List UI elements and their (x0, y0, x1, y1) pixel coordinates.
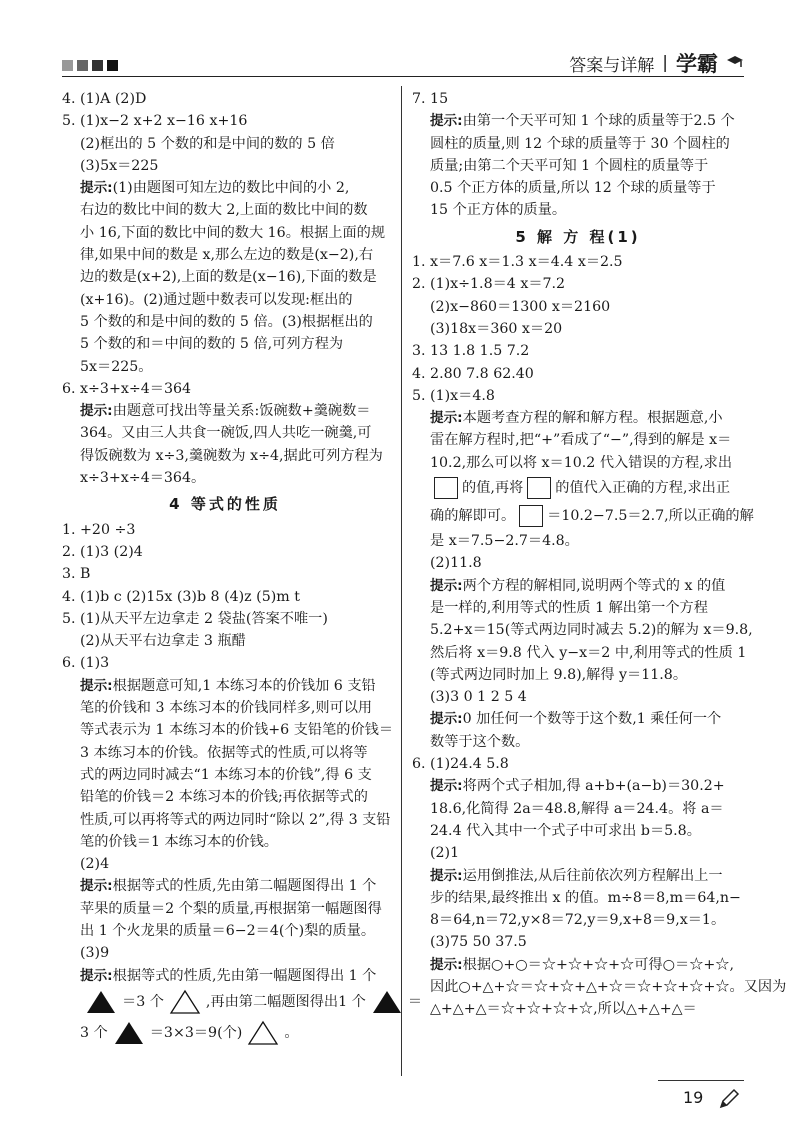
hint-line: 得饭碗数为 x÷3,羹碗数为 x÷4,据此可列方程为 (80, 447, 383, 464)
hint-text: 的值,再将 (462, 480, 524, 497)
hint-line: 质量;由第二个天平可知 1 个圆柱的质量等于 (430, 157, 709, 174)
answer-line: 5. (1)x＝4.8 (412, 387, 495, 404)
graduation-cap-icon (726, 54, 744, 72)
filled-triangle-icon (114, 1021, 144, 1045)
hint-line: 性质,可以再将等式的两边同时“除以 2”,得 3 支铅 (80, 811, 391, 828)
hint-line: 出 1 个火龙果的质量＝6−2＝4(个)梨的质量。 (80, 922, 376, 939)
hint-line: 提示:0 加任何一个数等于这个数,1 乘任何一个 (430, 711, 722, 728)
hint-line: 15 个正方体的质量。 (430, 202, 567, 219)
answer-line: 7. 15 (412, 91, 449, 107)
hint-line: 雷在解方程时,把“+”看成了“−”,得到的解是 x＝ (430, 432, 732, 449)
answer-line: (2)框出的 5 个数的和是中间的数的 5 倍 (80, 135, 335, 152)
answer-line: 1. +20 ÷3 (62, 521, 136, 538)
header-title: 答案与详解 (569, 55, 655, 76)
hint-line: 5 个数的和是中间的数的 5 倍。(3)根据框出的 (80, 313, 373, 330)
hint-label: 提示: (80, 878, 113, 895)
answer-line: 6. x÷3+x÷4＝364 (62, 380, 192, 397)
blank-box (519, 505, 543, 527)
answer-line: 1. x＝7.6 x＝1.3 x＝4.4 x＝2.5 (412, 254, 623, 271)
hint-line: △+△+△＝☆+☆+☆+☆,所以△+△+△＝ (430, 1001, 697, 1018)
hint-line: 24.4 代入其中一个式子中可求出 b＝5.8。 (430, 822, 701, 839)
hint-label: 提示: (430, 711, 463, 728)
hint-text: 的值代入正确的方程,求出正 (555, 480, 731, 497)
answer-line: 5. (1)从天平左边拿走 2 袋盐(答案不唯一) (62, 610, 328, 627)
page-number: 19 (683, 1088, 704, 1107)
section-heading-5: 5 解 方 程(1) (515, 227, 641, 246)
hint-line: 铅笔的价钱＝2 本练习本的价钱;再依据等式的 (80, 789, 368, 806)
answer-line: (2)11.8 (430, 555, 482, 572)
hint-line: 0.5 个正方体的质量,所以 12 个球的质量等于 (430, 180, 716, 197)
column-divider (401, 86, 402, 1076)
answer-line: 4. (1)A (2)D (62, 91, 147, 107)
hint-line: 因此○+△+☆＝☆+☆+△+☆＝☆+☆+☆+☆。又因为 (430, 978, 787, 995)
hint-label: 提示: (430, 956, 463, 973)
answer-line: 4. (1)b c (2)15x (3)b 8 (4)z (5)m t (62, 588, 300, 605)
answer-line: 4. 2.80 7.8 62.40 (412, 365, 534, 382)
hint-line: 小 16,下面的数比中间的数大 16。根据上面的规 (80, 224, 386, 241)
hint-label: 提示: (430, 778, 463, 795)
answer-line: (2)从天平右边拿走 3 瓶醋 (80, 633, 246, 650)
hint-line: 提示:根据等式的性质,先由第一幅题图得出 1 个 (80, 967, 377, 984)
pencil-icon (718, 1088, 740, 1110)
outline-triangle-icon (170, 990, 200, 1014)
hint-line: 苹果的质量＝2 个梨的质量,再根据第一幅题图得 (80, 900, 382, 917)
hint-line: 提示:根据题意可知,1 本练习本的价钱加 6 支铅 (80, 677, 376, 694)
hint-label: 提示: (80, 677, 113, 694)
answer-line: 2. (1)3 (2)4 (62, 543, 143, 560)
hint-line: 笔的价钱＝1 本练习本的价钱。 (80, 833, 278, 850)
answer-line: 6. (1)24.4 5.8 (412, 756, 509, 773)
hint-line (412, 474, 744, 502)
footer-rule (658, 1080, 744, 1081)
hint-line (62, 987, 423, 1017)
hint-line: 5 个数的和＝中间的数的 5 倍,可列方程为 (80, 336, 344, 353)
hint-line: 等式表示为 1 本练习本的价钱+6 支铅笔的价钱＝ (80, 722, 394, 739)
hint-text: 。 (284, 1024, 299, 1041)
filled-triangle-icon (372, 990, 402, 1014)
hint-line: 提示:运用倒推法,从后往前依次列方程解出上一 (430, 867, 723, 884)
answer-line: (3)18x＝360 x＝20 (430, 320, 563, 337)
hint-line: 数等于这个数。 (430, 733, 530, 750)
header (569, 48, 744, 78)
hint-line: x÷3+x÷4＝364。 (80, 470, 206, 487)
blank-box (434, 477, 458, 499)
hint-line: 提示:由题意可找出等量关系:饭碗数+羹碗数＝ (80, 403, 371, 420)
hint-label: 提示: (430, 577, 463, 594)
hint-line (412, 502, 754, 530)
hint-text: ＝3 个 (122, 993, 164, 1010)
answer-line: (3)9 (80, 945, 110, 962)
answer-line: (2)x−860＝1300 x＝2160 (430, 298, 611, 315)
hint-line: 圆柱的质量,则 12 个球的质量等于 30 个圆柱的 (430, 135, 730, 152)
answer-line: 3. B (62, 566, 91, 583)
hint-line: 8＝64,n＝72,y×8＝72,y＝9,x+8＝9,x＝1。 (430, 912, 726, 929)
answer-line: (3)3 0 1 2 5 4 (430, 689, 527, 706)
hint-line: (x+16)。(2)通过题中数表可以发现:框出的 (80, 291, 353, 308)
hint-line: 提示:(1)由题图可知左边的数比中间的小 2, (80, 180, 350, 197)
section-heading-4: 4 等式的性质 (169, 495, 281, 514)
hint-line: 3 本练习本的价钱。依据等式的性质,可以将等 (80, 744, 368, 761)
answer-line: 6. (1)3 (62, 655, 110, 672)
left-column (62, 88, 423, 1049)
header-rule (62, 76, 744, 77)
hint-line: 提示:本题考查方程的解和解方程。根据题意,小 (430, 410, 723, 427)
answer-line: (3)75 50 37.5 (430, 934, 527, 951)
hint-label: 提示: (80, 180, 113, 197)
header-brand: 学霸 (676, 52, 718, 76)
hint-line: 提示:将两个式子相加,得 a+b+(a−b)＝30.2+ (430, 778, 725, 795)
filled-triangle-icon (86, 990, 116, 1014)
hint-line: 提示:根据等式的性质,先由第二幅题图得出 1 个 (80, 878, 377, 895)
hint-line: 5.2+x＝15(等式两边同时减去 5.2)的解为 x＝9.8, (430, 622, 753, 639)
hint-line: 5x＝225。 (80, 358, 153, 375)
hint-line: 式的两边同时减去“1 本练习本的价钱”,得 6 支 (80, 766, 372, 783)
hint-line: 律,如果中间的数是 x,那么左边的数是(x−2),右 (80, 247, 374, 264)
hint-text: 3 个 (80, 1024, 108, 1041)
hint-label: 提示: (80, 967, 113, 984)
hint-text: 确的解即可。 (430, 508, 516, 525)
hint-line: 边的数是(x+2),上面的数是(x−16),下面的数是 (80, 269, 377, 286)
hint-label: 提示: (430, 113, 463, 130)
hint-line: 提示:由第一个天平可知 1 个球的质量等于2.5 个 (430, 113, 735, 130)
blank-box (527, 477, 551, 499)
hint-line: 步的结果,最终推出 x 的值。m÷8＝8,m＝64,n− (430, 889, 741, 906)
hint-line: (等式两边同时加上 9.8),解得 y＝11.8。 (430, 666, 688, 683)
hint-line: 364。又由三人共食一碗饭,四人共吃一碗羹,可 (80, 425, 372, 442)
header-separator: | (662, 53, 668, 73)
hint-label: 提示: (430, 410, 463, 427)
right-column (412, 88, 787, 1021)
hint-text: ＝3×3＝9(个) (149, 1024, 243, 1041)
header-decoration (62, 60, 118, 71)
answer-line: (2)1 (430, 845, 460, 862)
hint-line: 右边的数比中间的数大 2,上面的数比中间的数 (80, 202, 368, 219)
outline-triangle-icon (248, 1021, 278, 1045)
hint-line: 笔的价钱和 3 本练习本的价钱同样多,则可以用 (80, 700, 373, 717)
hint-label: 提示: (430, 867, 463, 884)
answer-line: 3. 13 1.8 1.5 7.2 (412, 343, 530, 360)
hint-text: ,再由第二幅题图得出1 个 (205, 993, 366, 1010)
hint-line: 提示:两个方程的解相同,说明两个等式的 x 的值 (430, 577, 726, 594)
hint-line: 是 x＝7.5−2.7＝4.8。 (430, 533, 579, 550)
hint-text: ＝ (407, 993, 423, 1010)
hint-text: ＝10.2−7.5＝2.7,所以正确的解 (547, 508, 754, 525)
answer-line: (2)4 (80, 856, 110, 873)
hint-line: 然后将 x＝9.8 代入 y−x＝2 中,利用等式的性质 1 (430, 644, 747, 661)
hint-line: 提示:根据○+○＝☆+☆+☆+☆可得○＝☆+☆, (430, 956, 734, 973)
hint-line: 18.6,化简得 2a＝48.8,解得 a＝24.4。将 a＝ (430, 800, 724, 817)
hint-line: 是一样的,利用等式的性质 1 解出第一个方程 (430, 599, 708, 616)
answer-line: 2. (1)x÷1.8＝4 x＝7.2 (412, 276, 566, 293)
answer-line: (3)5x＝225 (80, 157, 159, 174)
hint-line (62, 1017, 388, 1049)
hint-label: 提示: (80, 403, 113, 420)
answer-line: 5. (1)x−2 x+2 x−16 x+16 (62, 113, 248, 130)
hint-line: 10.2,那么可以将 x＝10.2 代入错误的方程,求出 (430, 454, 733, 471)
